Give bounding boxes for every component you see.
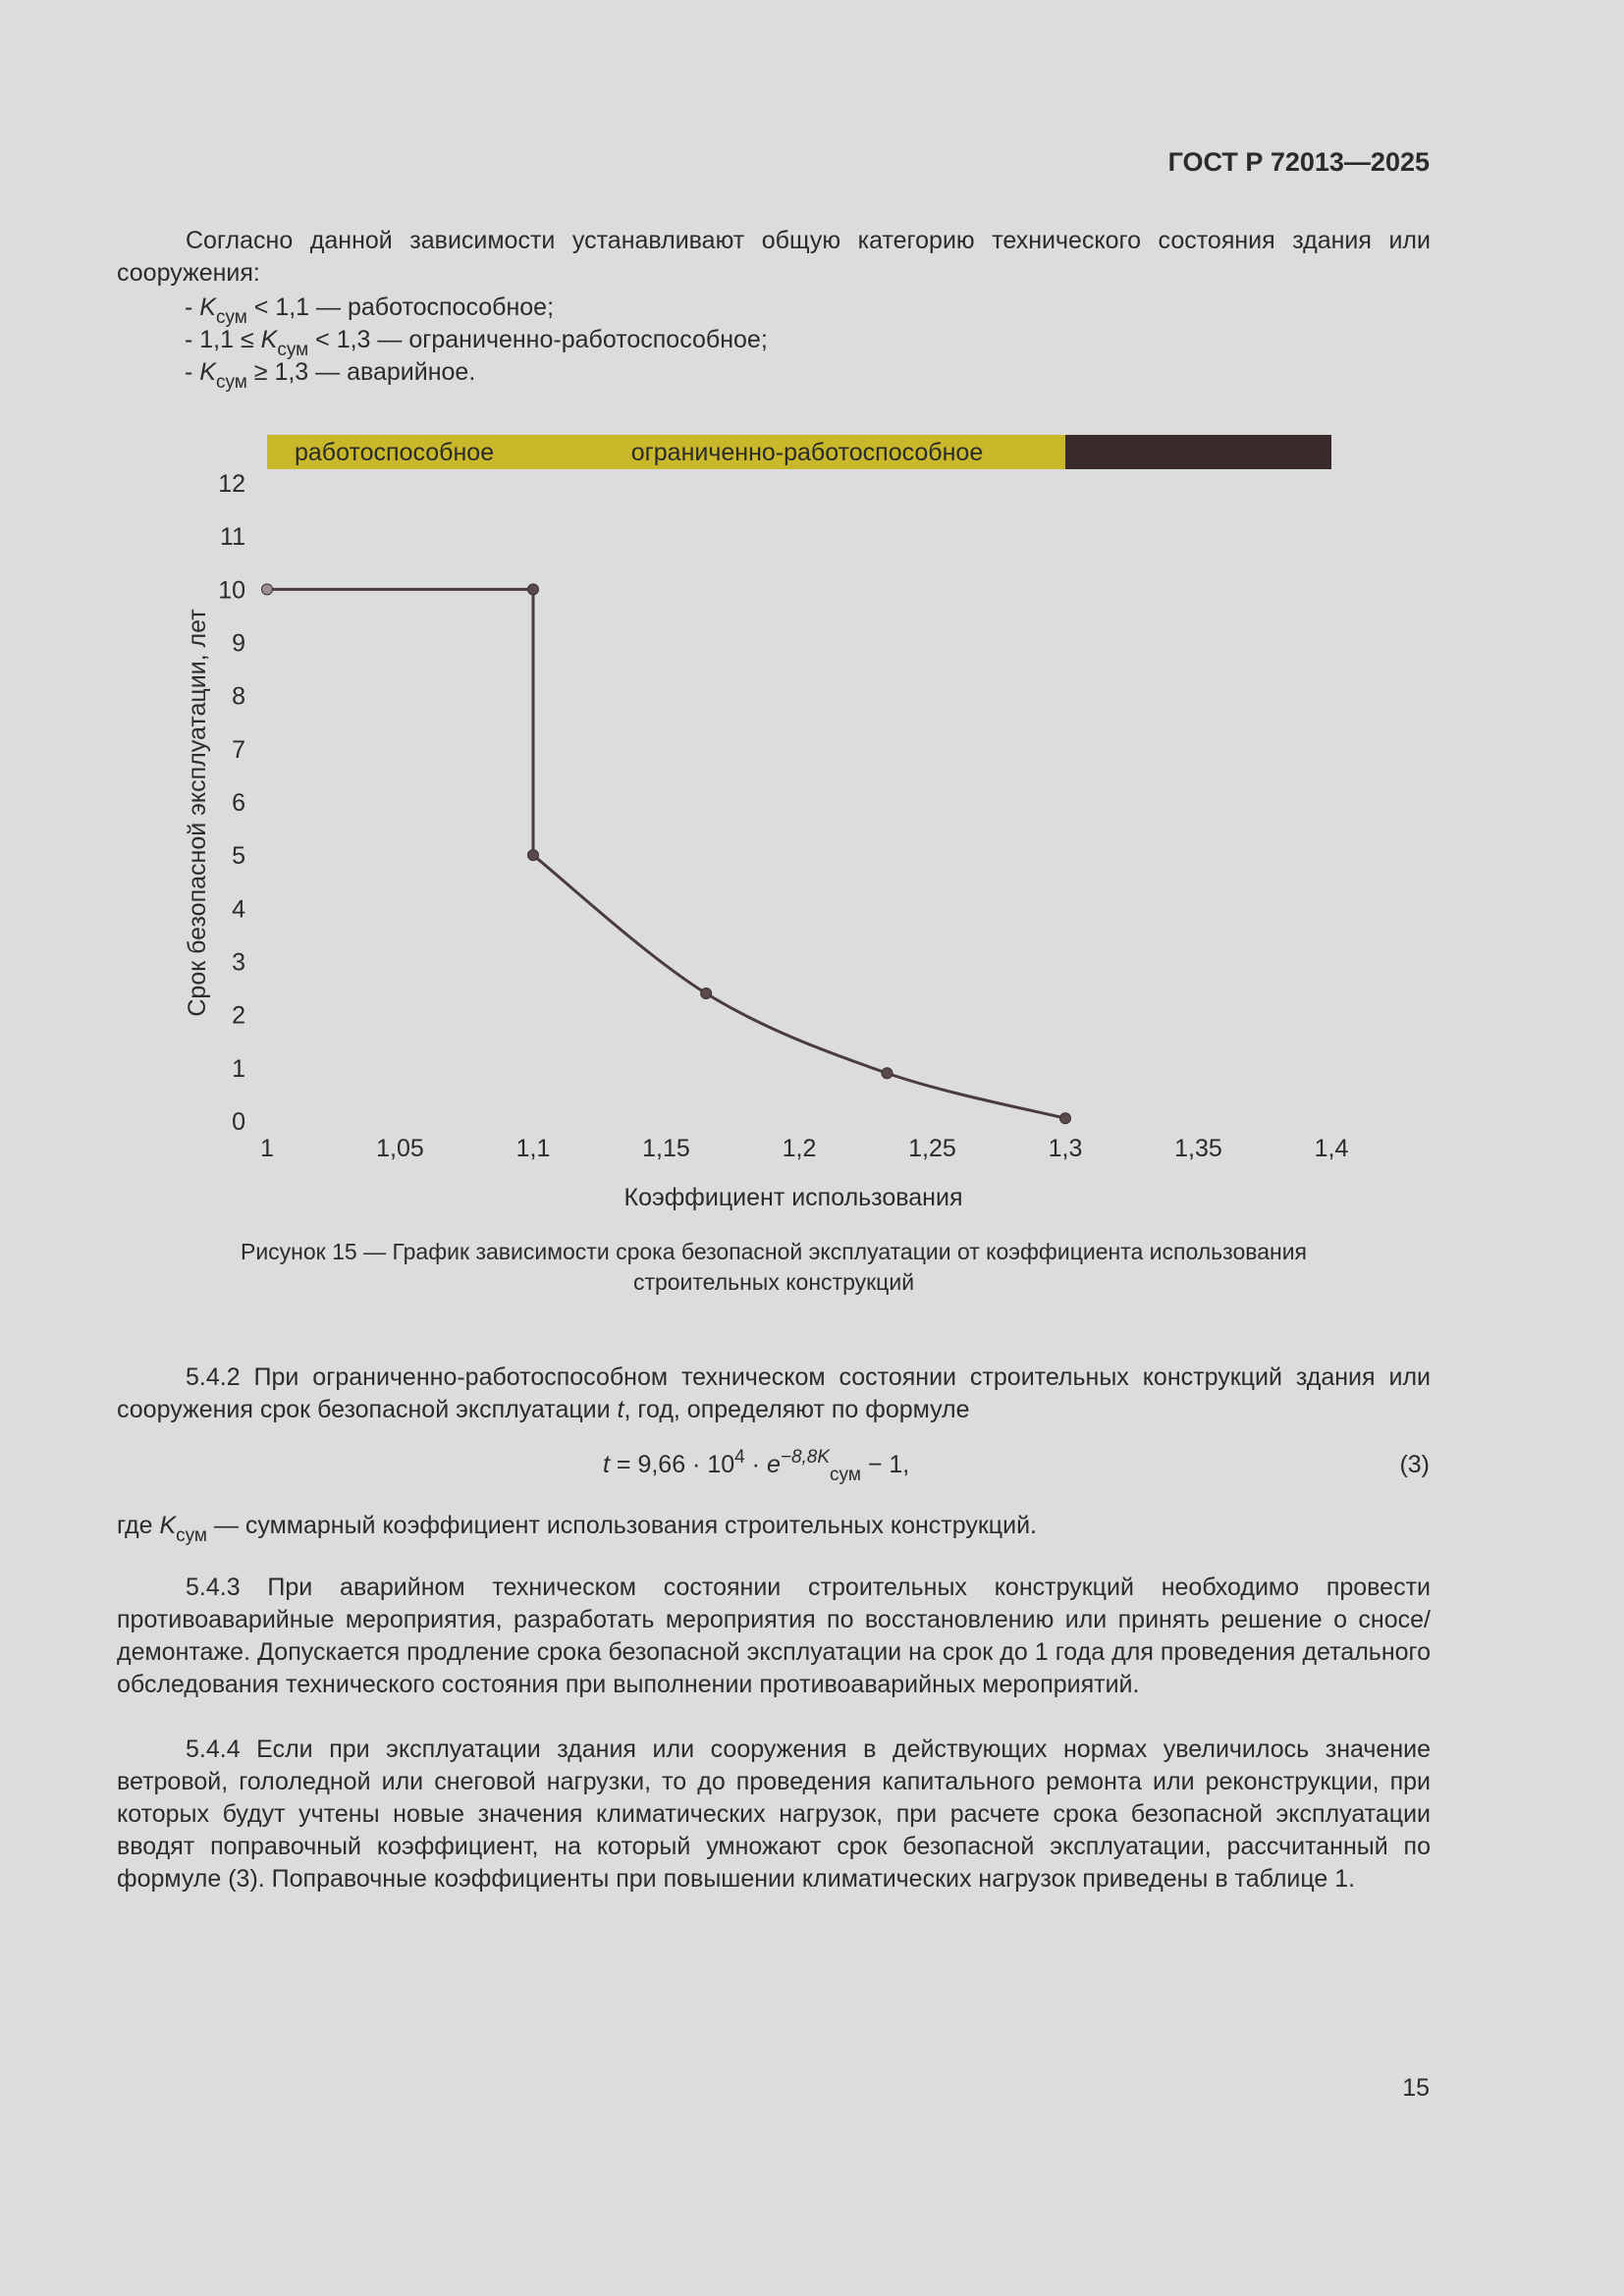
y-tick-label: 7 [232, 735, 245, 764]
data-point [1060, 1113, 1071, 1124]
band-label: работоспособное [295, 439, 495, 466]
formula-number: (3) [1399, 1451, 1430, 1478]
section-5-4-3: 5.4.3 При аварийном техническом состоянии строительных конструкций необходимо провести противоаварийные мероприятия, разработать мероприятия по восстановлению или принять решение о сносе/демонтаже. Допускается продление срока безопасной эксплуатации на срок до 1 года для проведения детального обследования технического состояния при выполнении противоаварийных мероприятий. [117, 1574, 1431, 1698]
section-5-4-4: 5.4.4 Если при эксплуатации здания или сооружения в действующих нормах увеличилось значение ветровой, гололедной или снеговой нагрузки, то до проведения капитального ремонта или реконструкции, при которых будут учтены новые значения климатических нагрузок, при расчете срока безопасной эксплуатации вводят поправочный коэффициент, на который умножают срок безопасной эксплуатации, рассчитанный по формуле (3). Поправочные коэффициенты при повышении климатических нагрузок приведены в таблице 1. [117, 1735, 1431, 1893]
service-life-chart [0, 412, 1624, 1227]
x-tick-label: 1 [260, 1135, 274, 1162]
category-list [185, 292, 768, 393]
y-tick-label: 3 [232, 948, 245, 977]
figure-caption: Рисунок 15 — График зависимости срока безопасной эксплуатации от коэффициента использования строительных конструкций [240, 1239, 1308, 1295]
y-tick-label: 1 [232, 1054, 245, 1083]
y-tick-label: 8 [232, 682, 245, 711]
document-id: ГОСТ Р 72013—2025 [1167, 147, 1430, 177]
y-tick-label: 11 [220, 523, 245, 552]
y-axis [218, 470, 245, 1136]
y-tick-label: 6 [232, 789, 245, 817]
y-tick-label: 0 [232, 1108, 245, 1136]
page-number: 15 [1402, 2074, 1430, 2102]
x-tick-label: 1,3 [1048, 1135, 1083, 1162]
x-tick-label: 1,25 [908, 1135, 956, 1162]
y-tick-label: 4 [232, 895, 245, 924]
list-item: - $K_{сум} \ge 1,3$ — аварийное. [185, 358, 476, 393]
y-tick-label: 2 [232, 1001, 245, 1030]
intro-paragraph: Согласно данной зависимости устанавливают общую категорию технического состояния здания или сооружения: [117, 227, 1431, 287]
x-axis [260, 1135, 1348, 1162]
x-axis-label: Коэффициент использования [623, 1184, 963, 1211]
y-axis-label: Срок безопасной эксплуатации, лет [184, 609, 211, 1017]
x-tick-label: 1,1 [515, 1135, 551, 1162]
y-tick-label: 9 [232, 629, 245, 658]
series-path [267, 589, 1065, 1118]
data-point [528, 850, 539, 861]
x-tick-label: 1,4 [1314, 1135, 1349, 1162]
series-line [262, 584, 1071, 1124]
formula-3: $t = 9,66 \cdot 10^4 \cdot e^{-8,8K}_{сум} - 1$, [603, 1447, 910, 1485]
section-5-4-2: 5.4.2 При ограниченно-работоспособном техническом состоянии строительных конструкций здания или сооружения срок безопасной эксплуатации t, год, определяют по формуле [117, 1363, 1431, 1423]
x-tick-label: 1,15 [642, 1135, 690, 1162]
x-tick-label: 1,05 [376, 1135, 424, 1162]
data-point [528, 584, 539, 595]
data-point [882, 1068, 893, 1079]
data-point [262, 584, 273, 595]
band-3 [1065, 435, 1331, 469]
category-bands [267, 435, 1331, 469]
formula-where: где $K_{сум}$ — суммарный коэффициент использования строительных конструкций. [117, 1512, 1037, 1546]
y-tick-label: 10 [218, 576, 245, 605]
y-tick-label: 12 [218, 470, 245, 498]
list-item: - $1,1 \le K_{сум} < 1,3$ — ограниченно-работоспособное; [185, 326, 768, 360]
data-point [701, 988, 712, 999]
y-tick-label: 5 [232, 842, 245, 871]
x-tick-label: 1,2 [782, 1135, 817, 1162]
x-tick-label: 1,35 [1174, 1135, 1222, 1162]
band-label: ограниченно-работоспособное [630, 439, 984, 466]
list-item: - $K_{сум} < 1,1$ — работоспособное; [185, 294, 555, 328]
